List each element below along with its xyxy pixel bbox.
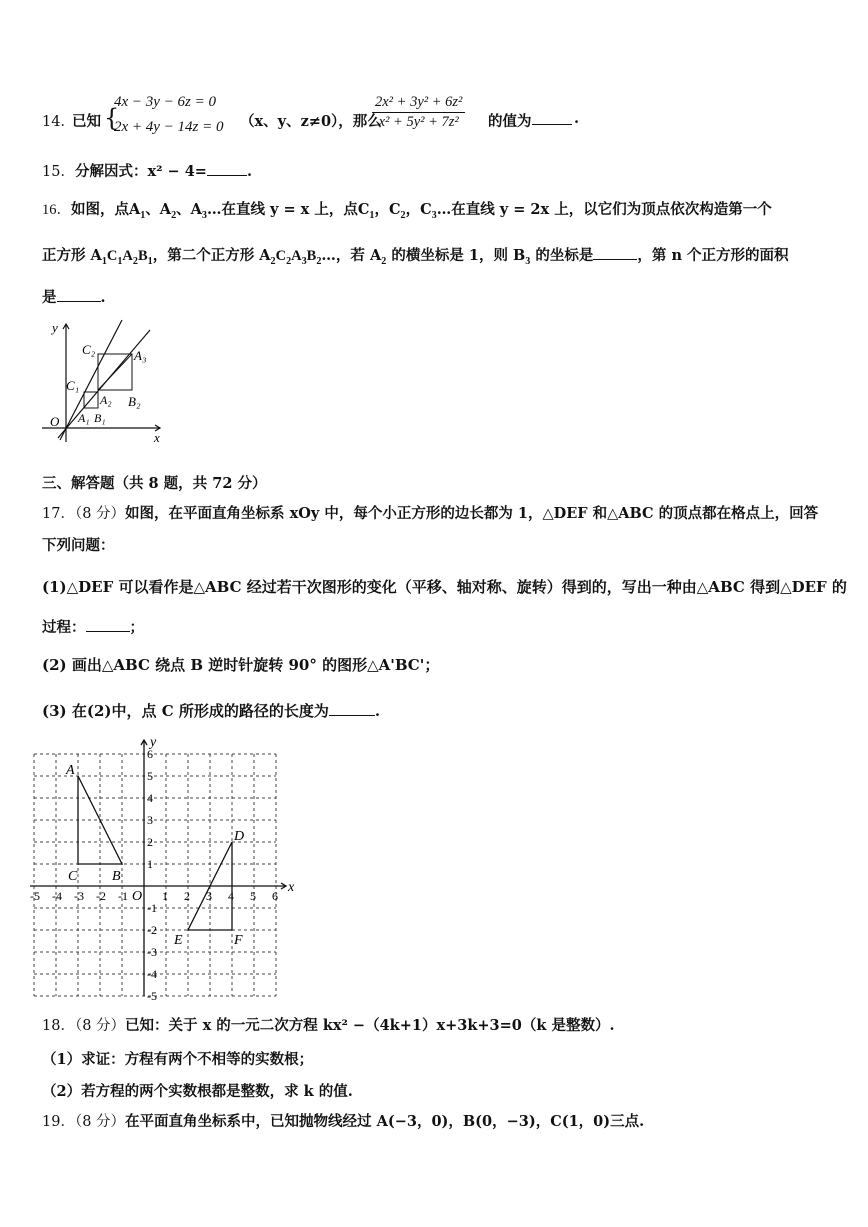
q15-text: 分解因式：x² − 4= — [74, 163, 207, 180]
x-axis-label: x — [288, 880, 295, 895]
q14-known: 已知 — [72, 113, 101, 130]
point-b-label: B — [112, 869, 121, 884]
q16-label-a3: A₃ — [134, 348, 147, 363]
point-a-label: A — [66, 763, 75, 778]
y-axis-label: y — [150, 735, 157, 750]
q14-tail: 的值为 — [488, 113, 532, 130]
y-tick-label: -2 — [147, 923, 157, 937]
q15-period: . — [246, 163, 252, 180]
x-tick-label: -3 — [74, 889, 84, 903]
q17-part-2: (2) 画出△ABC 绕点 B 逆时针旋转 90° 的图形△A'BC'； — [42, 656, 440, 674]
q17-tick-labels — [30, 735, 295, 1003]
q17-line-2: 下列问题： — [42, 537, 115, 554]
q16-text-2b: ，第二个正方形 A — [152, 247, 271, 264]
q14-number: 14． — [42, 114, 75, 130]
y-tick-label: 5 — [147, 769, 153, 783]
q16-label-c1: C₁ — [66, 378, 80, 393]
q17-grid-figure — [30, 732, 314, 1003]
q15 — [42, 160, 252, 181]
y-tick-label: -5 — [147, 989, 157, 1003]
y-tick-label: -3 — [147, 945, 157, 959]
q16-text-1d: …在直线 y = x 上，点C — [206, 201, 370, 218]
q16-label-c2: C₂ — [82, 342, 96, 357]
q16-answer-blank-2 — [57, 301, 101, 302]
q17-answer-blank-3 — [329, 715, 375, 716]
q18-line-1 — [42, 1014, 615, 1035]
point-e-label: E — [174, 933, 183, 948]
q16-period: . — [100, 289, 106, 306]
origin-label: O — [132, 889, 143, 904]
q14-period: . — [574, 110, 580, 127]
x-tick-label: 6 — [272, 889, 278, 903]
q16-figure — [38, 318, 168, 446]
q16-text-2e: 的坐标是 — [530, 247, 594, 264]
q14-answer-blank — [532, 124, 572, 125]
q19-text: 在平面直角坐标系中，已知抛物线经过 A(−3，0)，B(0，−3)，C(1，0)三点. — [125, 1113, 645, 1130]
q16-text-1g: …在直线 y = 2x 上，以它们为顶点依次构造第一个 — [436, 201, 772, 218]
q16-text-2c: …，若 A — [321, 247, 382, 264]
q16-label-a1: A₁ — [78, 411, 90, 425]
x-tick-label: 3 — [206, 889, 212, 903]
x-tick-label: -1 — [118, 889, 128, 903]
q17-part-3-text: (3) 在(2)中，点 C 所形成的路径的长度为 — [42, 702, 329, 720]
point-d-label: D — [234, 829, 245, 844]
x-tick-label: 4 — [228, 889, 234, 903]
q16-label-x: x — [154, 430, 160, 445]
q14-fraction-denominator: x² + 5y² + 7z² — [378, 114, 459, 130]
q16-label-origin: O — [50, 414, 60, 429]
q16-label-b2: B₂ — [128, 394, 141, 409]
q16-text-1e: ，C — [374, 201, 401, 218]
q14-condition: （x、y、z≠0），那么 — [240, 113, 382, 130]
q14 — [42, 94, 602, 144]
x-tick-label: -4 — [52, 889, 62, 903]
x-tick-label: 1 — [162, 889, 168, 903]
q16-number: 16． — [42, 202, 71, 218]
q15-number: 15． — [42, 164, 75, 180]
q14-brace: { — [104, 104, 120, 132]
x-tick-label: -2 — [96, 889, 106, 903]
x-tick-label: -5 — [30, 889, 40, 903]
y-tick-label: 4 — [147, 791, 153, 805]
q18-number: 18． — [42, 1018, 75, 1034]
q16-text-1a: 如图，点A — [71, 201, 141, 218]
q17-text-1: 如图，在平面直角坐标系 xOy 中，每个小正方形的边长都为 1，△DEF 和△ABC 的顶点都在格点上，回答 — [125, 505, 819, 522]
q18-score: （8 分） — [74, 1018, 126, 1034]
q17-number: 17． — [42, 506, 75, 522]
q16-label-b1: B₁ — [94, 411, 106, 425]
q17-score: （8 分） — [74, 506, 126, 522]
q16-text-2d: 的横坐标是 1，则 B — [386, 247, 526, 264]
q16-text-2a: 正方形 A — [42, 247, 102, 264]
q17-axes — [30, 740, 286, 996]
q14-fraction-numerator: 2x² + 3y² + 6z² — [372, 94, 465, 113]
q19-score: （8 分） — [74, 1114, 126, 1130]
q16-text-2f: ，第 n 个正方形的面积 — [637, 247, 789, 264]
q14-equation-2: 2x + 4y − 14z = 0 — [114, 119, 224, 135]
x-tick-label: 5 — [250, 889, 256, 903]
q16-text-1c: 、A — [176, 201, 202, 218]
y-tick-label: 6 — [147, 747, 153, 761]
y-tick-label: -1 — [147, 901, 157, 915]
point-f-label: F — [234, 933, 243, 948]
q19-line-1 — [42, 1110, 644, 1131]
q17-part-1: (1)△DEF 可以看作是△ABC 经过若干次图形的变化（平移、轴对称、旋转）得到的，写出一种由△ABC 得到△DEF 的 — [42, 578, 847, 596]
section-3-title: 三、解答题（共 8 题，共 72 分） — [42, 475, 267, 492]
q16-answer-blank-1 — [593, 259, 637, 260]
q16-label-a2: A₂ — [100, 393, 112, 407]
y-tick-label: 2 — [147, 835, 153, 849]
q14-equation-1: 4x − 3y − 6z = 0 — [114, 94, 217, 110]
q16-text-3: 是 — [42, 289, 57, 306]
q15-answer-blank — [207, 175, 247, 176]
y-tick-label: 3 — [147, 813, 153, 827]
q16-label-y: y — [52, 320, 58, 335]
y-tick-label: 1 — [147, 857, 153, 871]
q17-answer-blank-1 — [86, 631, 130, 632]
q16-square-2-diagonal — [98, 354, 132, 390]
q16-line-3 — [42, 286, 106, 307]
q14-fraction — [372, 94, 465, 131]
point-c-label: C — [68, 869, 78, 884]
q19-number: 19． — [42, 1114, 75, 1130]
q17-part-3: (3) 在(2)中，点 C 所形成的路径的长度为 . — [42, 702, 381, 720]
q16-line-1: 16．如图，点$A_1$、$A_2$、$A_3\dots$在直线 y = x 上，点$C_1$，$C_2$，$C_3\dots$在直线 y = 2x 上，以它们为顶点依次构造第一个 — [42, 201, 772, 221]
q18-part-2: （2）若方程的两个实数根都是整数，求 k 的值. — [42, 1083, 353, 1100]
q16-text-1f: ，C — [405, 201, 432, 218]
x-tick-label: 2 — [184, 889, 190, 903]
q18-part-1: （1）求证：方程有两个不相等的实数根； — [42, 1051, 314, 1068]
q16-text-1b: 、A — [145, 201, 172, 218]
y-tick-label: -4 — [147, 967, 157, 981]
q17-line-1 — [42, 502, 818, 523]
q17-part-1-process: 过程： — [42, 619, 86, 636]
q17-part-1-line-2: 过程： ； — [42, 619, 144, 636]
q16-line-2: 正方形 $A_1C_1A_2B_1$，第二个正方形 $A_2C_2A_3B_2\dots$，若 $A_2$ 的横坐标是 1，则 $B_3$ 的坐标是 ，第 n 个正方形的面积 — [42, 247, 789, 267]
q18-text: 已知：关于 x 的一元二次方程 kx² −（4k+1）x+3k+3=0（k 是整数）. — [125, 1017, 615, 1034]
